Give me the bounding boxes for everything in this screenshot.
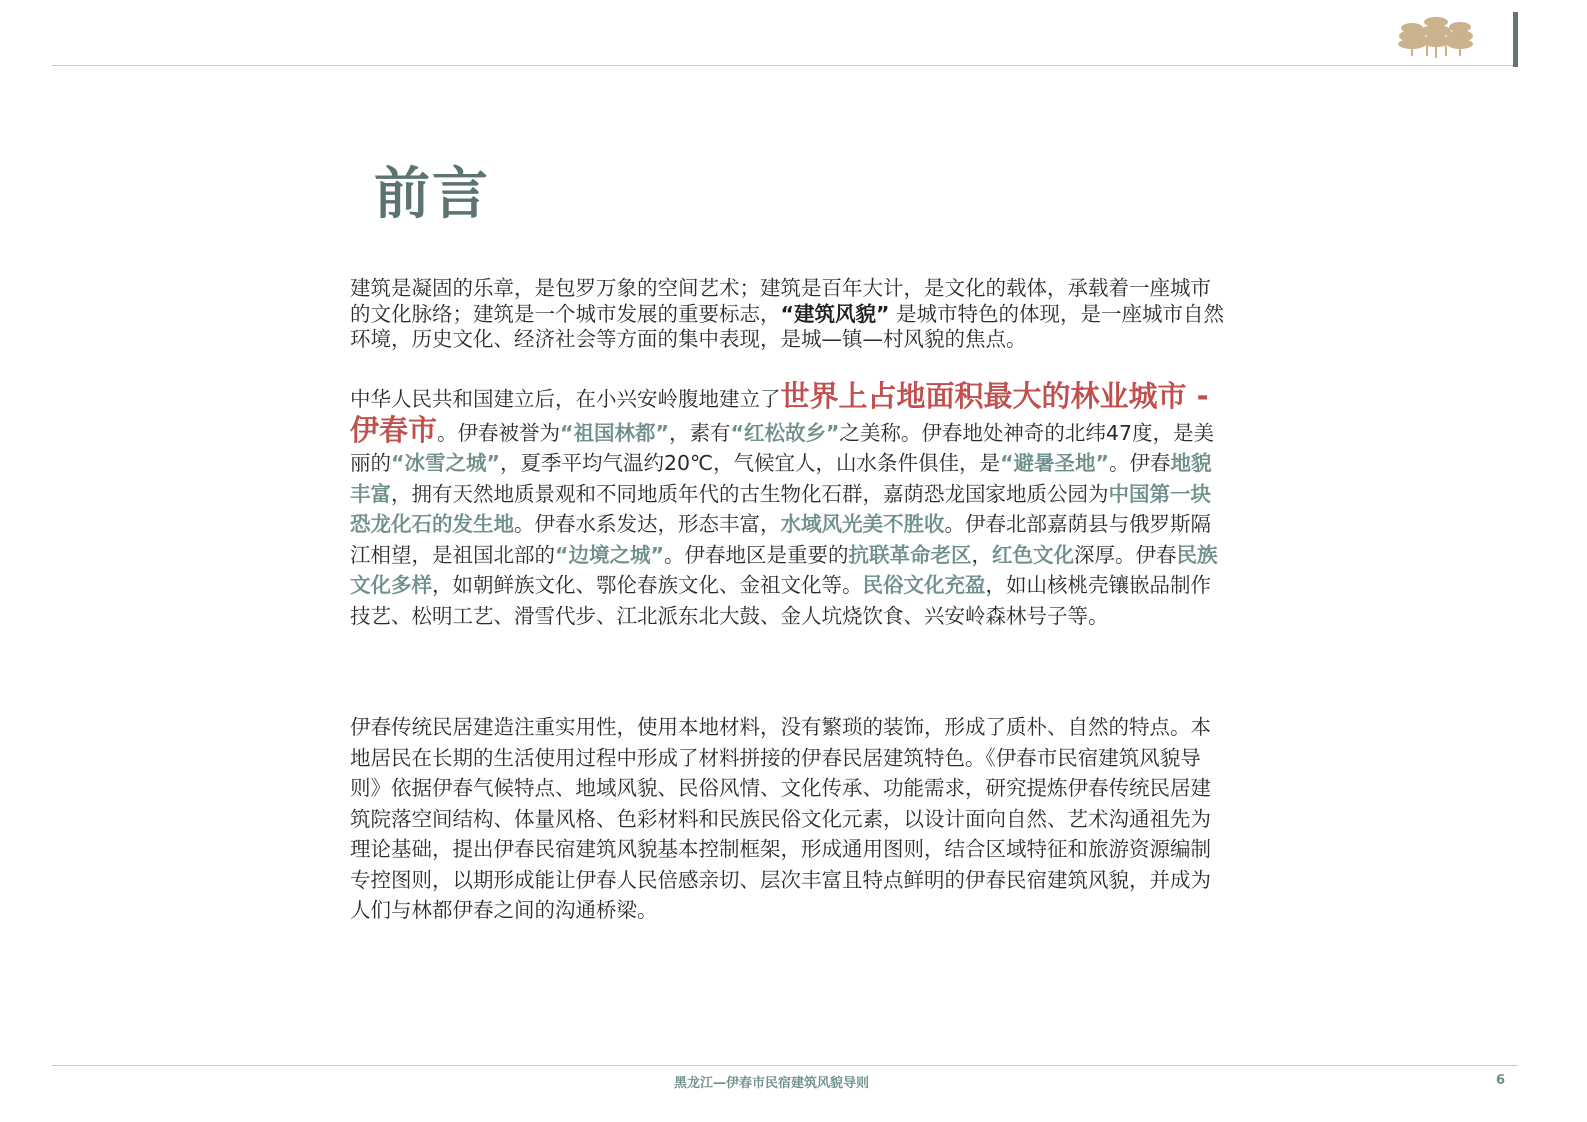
p2-text-2: 。伊春被誉为 <box>437 420 561 445</box>
p2-text-11: ， <box>971 542 992 567</box>
header-accent-bar <box>1513 12 1518 67</box>
p2-text-12: 深厚。伊春 <box>1073 542 1177 567</box>
p2-text-5: ，夏季平均气温约20℃，气候宜人，山水条件俱佳，是 <box>499 451 1001 475</box>
p2-keyword-10: 红色文化 <box>991 542 1074 567</box>
pine-trees-logo-icon <box>1398 12 1474 58</box>
p2-keyword-9: 抗联革命老区 <box>848 542 972 567</box>
p2-keyword-11: 民族文化多样 <box>350 542 1218 597</box>
p2-text-14: ，如山核桃壳镶嵌品制作技艺、松明工艺、滑雪代步、江北派东北大鼓、金人坑烧饮食、兴安岭森林号子等。 <box>350 573 1211 628</box>
page-number: 6 <box>1496 1073 1506 1088</box>
p2-text-4: 之美称。伊春地处神奇的北纬47度，是美丽的 <box>350 420 1215 475</box>
intro-paragraph <box>350 276 1230 353</box>
p2-keyword-6: 中国第一块恐龙化石的发生地 <box>350 481 1211 536</box>
p2-text-10: 。伊春地区是重要的 <box>663 542 849 567</box>
page-title: 前言 <box>374 162 490 227</box>
p2-text-1: 中华人民共和国建立后，在小兴安岭腹地建立了 <box>350 387 781 411</box>
p2-keyword-5: 地貌丰富 <box>350 451 1212 506</box>
p2-keyword-3: “冰雪之城” <box>391 451 500 475</box>
p2-text-13: ，如朝鲜族文化、鄂伦春族文化、金祖文化等。 <box>432 573 863 597</box>
p2-text-9: 。伊春北部嘉荫县与俄罗斯隔江相望，是祖国北部的 <box>350 512 1211 567</box>
p1-text-1: 建筑是凝固的乐章，是包罗万象的空间艺术；建筑是百年大计，是文化的载体，承载着一座城市的文化脉络；建筑是一个城市发展的重要标志， <box>350 276 1211 326</box>
p2-keyword-2: “红松故乡” <box>730 420 840 445</box>
p2-keyword-8: “边境之城” <box>555 542 664 567</box>
p2-keyword-7: 水域风光美不胜收 <box>780 512 945 536</box>
p2-text-6: 。伊春 <box>1109 451 1171 475</box>
guideline-paragraph: 伊春传统民居建造注重实用性，使用本地材料，没有繁琐的装饰，形成了质朴、自然的特点。本地居民在长期的生活使用过程中形成了材料拼接的伊春民居建筑特色。《伊春市民宿建筑风貌导则》依据伊春气候特点、地域风貌、民俗风情、文化传承、功能需求，研究提炼伊春传统民居建筑院落空间结构、体量风格、色彩材料和民族民俗文化元素，以设计面向自然、艺术沟通祖先为理论基础，提出伊春民宿建筑风貌基本控制框架，形成通用图则，结合区域特征和旅游资源编制专控图则，以期形成能让伊春人民倍感亲切、层次丰富且特点鲜明的伊春民宿建筑风貌，并成为人们与林都伊春之间的沟通桥梁。 <box>350 715 1211 922</box>
p2-text-3: ，素有 <box>668 420 731 445</box>
p2-text-7: ，拥有天然地质景观和不同地质年代的古生物化石群，嘉荫恐龙国家地质公园为 <box>391 481 1109 506</box>
p2-keyword-12: 民俗文化充盈 <box>862 573 986 597</box>
p2-highlight-forestry-city: 世界上占地面积最大的林业城市 - 伊春市 <box>350 379 1209 447</box>
footer-divider <box>52 1065 1518 1066</box>
p1-keyword-architectural-style: “建筑风貌” <box>780 301 890 326</box>
footer-document-title: 黑龙江—伊春市民宿建筑风貌导则 <box>674 1076 870 1091</box>
p2-text-8: 。伊春水系发达，形态丰富， <box>514 512 781 536</box>
p2-keyword-4: “避暑圣地” <box>1000 451 1110 475</box>
p2-keyword-1: “祖国林都” <box>560 420 669 445</box>
header-divider <box>52 65 1518 66</box>
yichun-overview-paragraph <box>350 381 1230 631</box>
p1-text-2: 是城市特色的体现，是一座城市自然环境，历史文化、经济社会等方面的集中表现，是城—镇—村风貌的焦点。 <box>350 301 1224 351</box>
